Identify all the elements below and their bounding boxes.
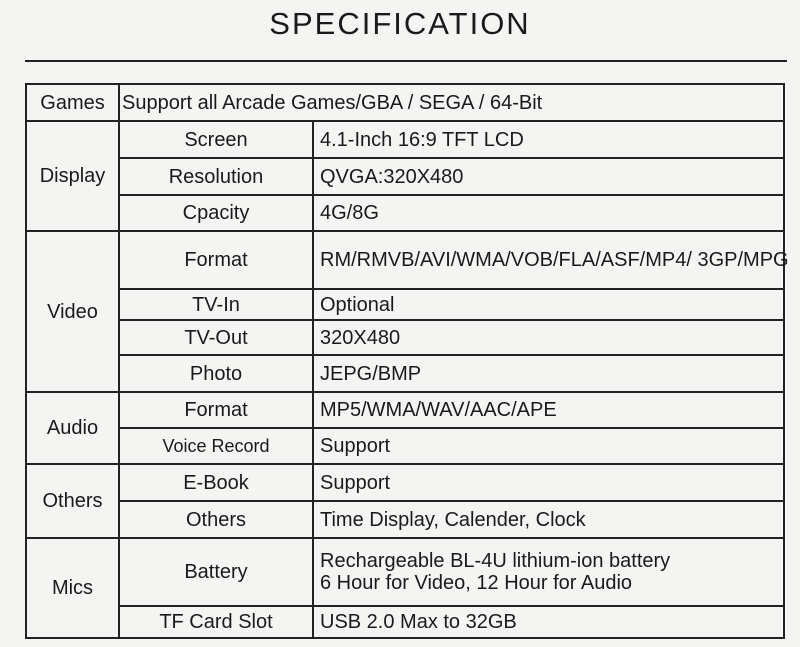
- table-row-games: [26, 84, 784, 121]
- table-row-tf-card: [26, 606, 784, 638]
- value-others: Time Display, Calender, Clock: [313, 501, 784, 538]
- label-tv-in: TV-In: [119, 289, 313, 320]
- label-video-format: Format: [119, 231, 313, 289]
- label-audio-format: Format: [119, 392, 313, 428]
- category-audio: Audio: [26, 392, 119, 464]
- category-others: Others: [26, 464, 119, 538]
- value-tf-card: USB 2.0 Max to 32GB: [313, 606, 784, 638]
- label-resolution: Resolution: [119, 158, 313, 195]
- value-voice-record: Support: [313, 428, 784, 464]
- table-row-video-format: [26, 231, 784, 289]
- table-row-capacity: [26, 195, 784, 231]
- value-battery: [313, 538, 784, 606]
- table-row-tv-in: [26, 289, 784, 320]
- value-resolution: QVGA:320X480: [313, 158, 784, 195]
- table-row-others: [26, 501, 784, 538]
- table-row-tv-out: [26, 320, 784, 355]
- label-battery: Battery: [119, 538, 313, 606]
- table-row-voice-record: [26, 428, 784, 464]
- value-tv-in: Optional: [313, 289, 784, 320]
- table-row-ebook: [26, 464, 784, 501]
- label-ebook: E-Book: [119, 464, 313, 501]
- category-display: Display: [26, 121, 119, 231]
- category-mics: Mics: [26, 538, 119, 638]
- specification-table: [25, 83, 789, 639]
- page-title: SPECIFICATION: [269, 6, 531, 41]
- table-row-resolution: [26, 158, 784, 195]
- label-tf-card: TF Card Slot: [119, 606, 313, 638]
- table-row-audio-format: [26, 392, 784, 428]
- category-video: Video: [26, 231, 119, 392]
- label-capacity: Cpacity: [119, 195, 313, 231]
- label-photo: Photo: [119, 355, 313, 392]
- title-divider: [25, 60, 787, 62]
- value-ebook: Support: [313, 464, 784, 501]
- value-screen: 4.1-Inch 16:9 TFT LCD: [313, 121, 784, 158]
- label-screen: Screen: [119, 121, 313, 158]
- table-row-photo: [26, 355, 784, 392]
- games-value: Support all Arcade Games/GBA / SEGA / 64-Bit: [119, 84, 784, 121]
- value-capacity: 4G/8G: [313, 195, 784, 231]
- table-row-screen: [26, 121, 784, 158]
- label-voice-record: Voice Record: [119, 428, 313, 464]
- value-tv-out: 320X480: [313, 320, 784, 355]
- table-row-battery: [26, 538, 784, 606]
- category-games: Games: [26, 84, 119, 121]
- label-tv-out: TV-Out: [119, 320, 313, 355]
- battery-line-2: 6 Hour for Video, 12 Hour for Audio: [320, 572, 633, 594]
- value-photo: JEPG/BMP: [313, 355, 784, 392]
- value-video-format: RM/RMVB/AVI/WMA/VOB/FLA/ASF/MP4/ 3GP/MPG: [313, 231, 784, 289]
- label-others: Others: [119, 501, 313, 538]
- value-audio-format: MP5/WMA/WAV/AAC/APE: [313, 392, 784, 428]
- battery-line-1: Rechargeable BL-4U lithium-ion battery: [320, 550, 671, 572]
